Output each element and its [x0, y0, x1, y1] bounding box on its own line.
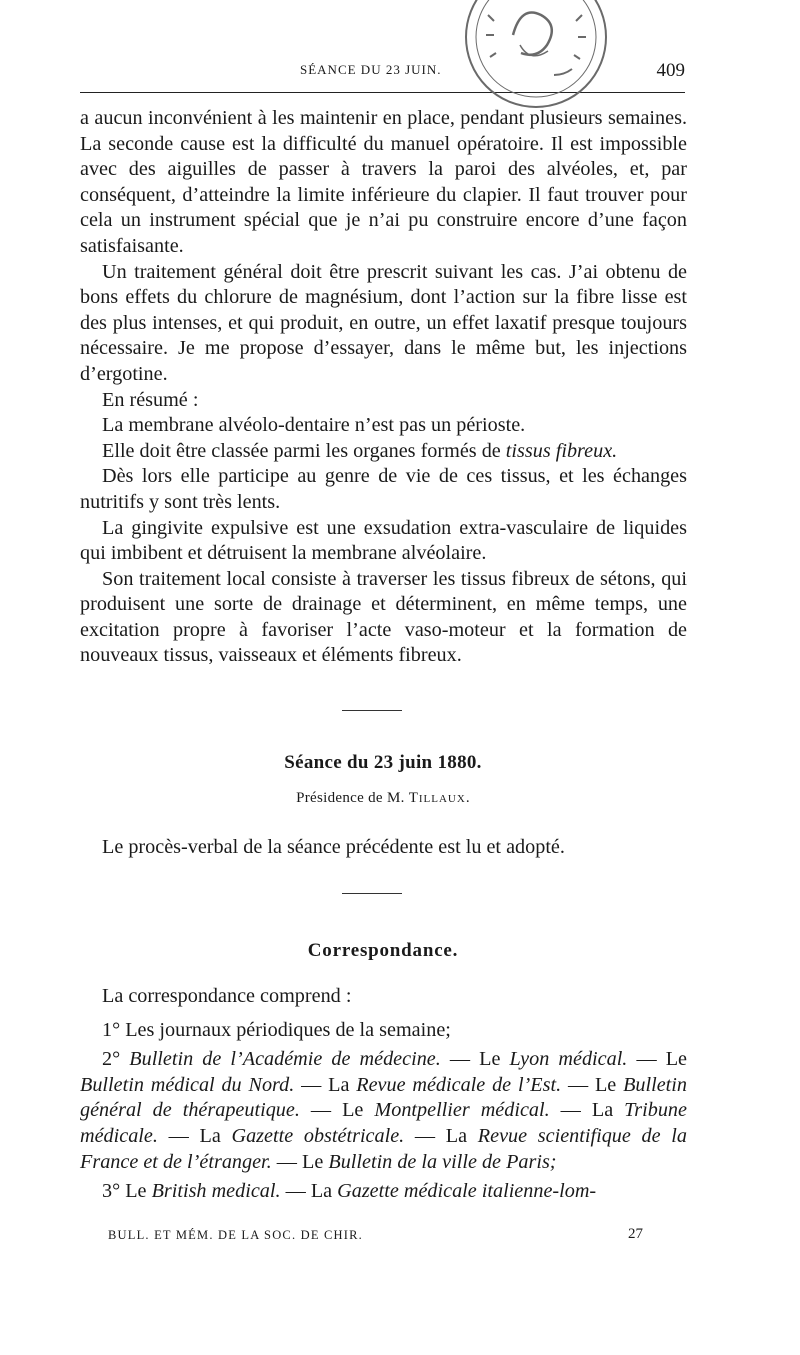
list-item	[80, 1179, 687, 1205]
paragraph: En résumé :	[102, 388, 199, 411]
minutes-line: Le procès-verbal de la séance précédente est lu et adopté.	[102, 836, 565, 858]
journal-title: Lyon médical.	[509, 1048, 628, 1071]
session-title: Séance du 23 juin 1880.	[284, 752, 482, 773]
page-number: 409	[656, 60, 685, 81]
text-run: — Le	[271, 1150, 329, 1173]
journal-title: Montpellier médical.	[374, 1099, 550, 1122]
continued-text	[80, 106, 687, 669]
journal-title: Bulletin médical du Nord.	[80, 1073, 295, 1096]
paragraph: Son traitement local consiste à traverser les tissus fibreux de sétons, qui produisent une sorte de drainage et déterminent, en même temps, une excitation propre à favoriser l’acte vaso-moteur et la formation de nouveaux tissus, vaisseaux et éléments fibreux.	[80, 567, 687, 667]
journal-title: Revue médicale de l’Est.	[356, 1073, 562, 1096]
text-run: 3° Le	[102, 1180, 152, 1203]
emphasis: tissus fibreux.	[505, 439, 618, 462]
correspondance-list	[80, 984, 687, 1209]
text-run: — La	[404, 1124, 478, 1147]
paragraph: La membrane alvéolo-dentaire n’est pas un périoste.	[102, 414, 526, 437]
text-run: — Le	[299, 1099, 375, 1122]
text-run: — Le	[440, 1048, 510, 1071]
paragraph	[80, 439, 687, 465]
presidence-line	[0, 790, 766, 807]
text-run: — La	[549, 1099, 625, 1122]
journal-title: Bulletin de l’Académie de médecine.	[129, 1048, 441, 1071]
paragraph: a aucun inconvénient à les maintenir en place, pendant plusieurs semaines. La seconde cause est la difficulté du manuel opératoire. Il est impossible avec des aiguilles de passer à travers la paroi des alvéoles, et, par conséquent, d’atteindre la limite inférieure du clapier. Il faut trouver pour cela un instrument spécial que je n’ai pu construire encore d’une façon satisfaisante.	[80, 107, 687, 257]
library-stamp-icon	[458, 0, 638, 115]
journal-title: British medical.	[151, 1180, 281, 1203]
journal-title: Gazette obstétricale.	[231, 1124, 405, 1147]
footer-journal: BULL. ET MÉM. DE LA SOC. DE CHIR.	[108, 1228, 363, 1242]
presidence-end: .	[465, 790, 470, 806]
journal-title: Bulletin de la ville de Paris;	[328, 1150, 557, 1173]
paragraph: Un traitement général doit être prescrit suivant les cas. J’ai obtenu de bons effets du chlorure de magnésium, dont l’action sur la fibre lisse est des plus intenses, et qui produit, en outre, un effet laxatif presque toujours nécessaire. Je me propose d’essayer, dans le même but, les injections d’ergotine.	[80, 260, 687, 385]
list-item: 1° Les journaux périodiques de la semaine;	[102, 1018, 451, 1041]
list-item	[80, 1047, 687, 1175]
text-run: — La	[157, 1124, 232, 1147]
journal-title: Bulletin général de thérapeutique.	[80, 1073, 687, 1122]
footer-signature: 27	[628, 1226, 643, 1242]
journal-title: Revue scientifique de la France et de l’étranger.	[80, 1124, 688, 1173]
list-intro: La correspondance comprend :	[102, 985, 352, 1007]
journal-title: Gazette médicale italienne-lom-	[337, 1180, 597, 1203]
correspondance-heading: Correspondance.	[307, 940, 459, 961]
text-run: — La	[294, 1073, 357, 1096]
section-separator	[342, 893, 402, 894]
text-run: — Le	[561, 1073, 624, 1096]
journal-title: Tribune médicale.	[80, 1099, 687, 1147]
text-run: — La	[280, 1180, 338, 1203]
paragraph: Dès lors elle participe au genre de vie de ces tissus, et les échanges nutritifs y sont très lents.	[80, 465, 687, 513]
text-run: — Le	[627, 1048, 688, 1071]
running-title: SÉANCE DU 23 JUIN.	[300, 62, 442, 77]
text-run: Elle doit être classée parmi les organes formés de	[102, 439, 506, 462]
text-run: 2°	[102, 1048, 130, 1071]
paragraph: La gingivite expulsive est une exsudation extra-vasculaire de liquides qui imbibent et détruisent la membrane alvéolaire.	[80, 516, 687, 565]
presidence-label: Présidence de M.	[296, 790, 405, 806]
president-name: Tillaux	[408, 790, 466, 806]
section-separator	[342, 710, 402, 711]
